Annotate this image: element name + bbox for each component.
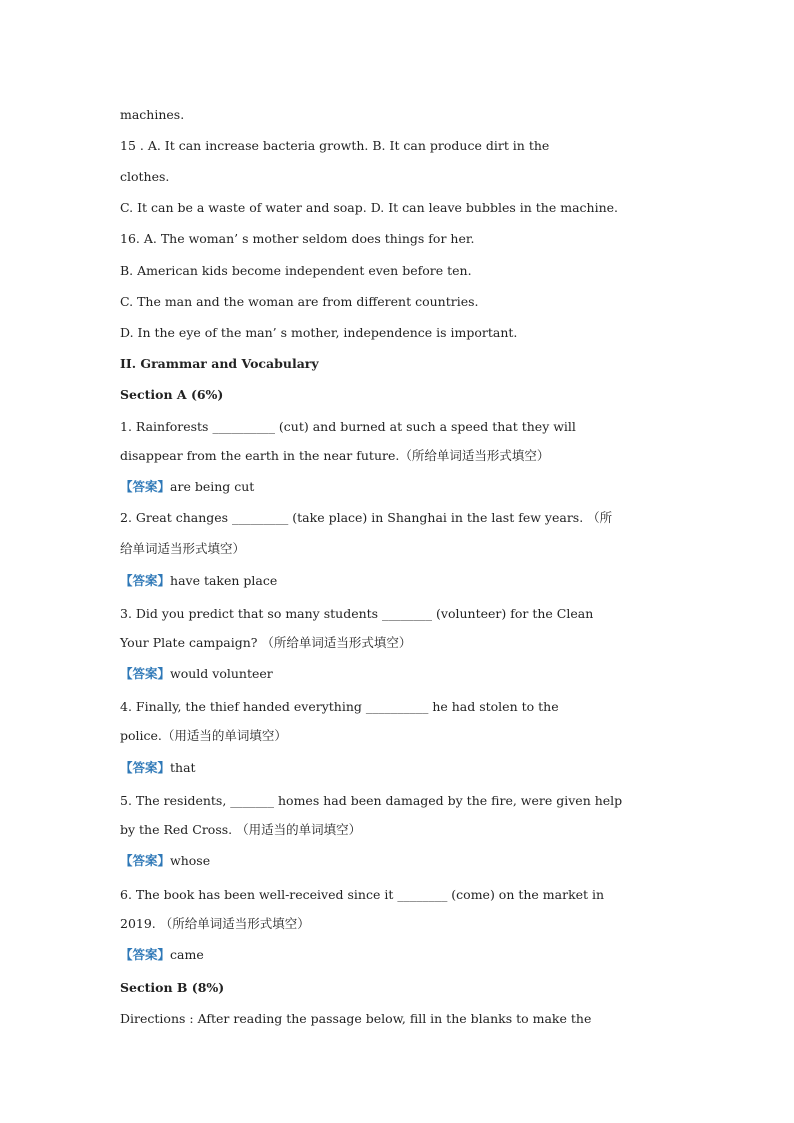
answer-tag: 【答案】 bbox=[120, 666, 171, 681]
q16-option-a: 16. A. The woman’ s mother seldom does things for her. bbox=[120, 231, 475, 246]
question-4-line2: police.（用适当的单词填空） bbox=[120, 728, 287, 743]
answer-text: have taken place bbox=[170, 573, 278, 588]
answer-text: would volunteer bbox=[170, 666, 273, 681]
q16-option-c: C. The man and the woman are from different countries. bbox=[120, 294, 479, 309]
question-2-line1: 2. Great changes _________ (take place) in Shanghai in the last few years. （所 bbox=[120, 510, 613, 525]
answer-4 bbox=[120, 760, 196, 776]
q15-options-cd: C. It can be a waste of water and soap. D. It can leave bubbles in the machine. bbox=[120, 200, 618, 215]
part-title: II. Grammar and Vocabulary bbox=[120, 356, 319, 371]
listening-text: machines. bbox=[120, 107, 185, 122]
question-6-line2: 2019. （所给单词适当形式填空） bbox=[120, 916, 310, 931]
question-1-line2: disappear from the earth in the near future.（所给单词适当形式填空） bbox=[120, 448, 550, 463]
q15-options-ab-cont: clothes. bbox=[120, 169, 170, 184]
q16-option-d: D. In the eye of the man’ s mother, independence is important. bbox=[120, 325, 518, 340]
answer-3 bbox=[120, 666, 273, 682]
section-a-title: Section A (6%) bbox=[120, 387, 224, 402]
answer-text: are being cut bbox=[170, 479, 255, 494]
question-1-line1: 1. Rainforests __________ (cut) and burned at such a speed that they will bbox=[120, 419, 576, 434]
answer-tag: 【答案】 bbox=[120, 479, 171, 494]
answer-text: that bbox=[170, 760, 196, 775]
question-2-line2: 给单词适当形式填空） bbox=[120, 541, 246, 556]
q16-option-b: B. American kids become independent even before ten. bbox=[120, 263, 472, 278]
q15-options-ab: 15 . A. It can increase bacteria growth. B. It can produce dirt in the bbox=[120, 138, 550, 153]
answer-6 bbox=[120, 947, 204, 963]
answer-text: came bbox=[170, 947, 204, 962]
question-5-line1: 5. The residents, _______ homes had been damaged by the fire, were given help bbox=[120, 793, 623, 808]
answer-tag: 【答案】 bbox=[120, 573, 171, 588]
directions-text: Directions : After reading the passage below, fill in the blanks to make the bbox=[120, 1011, 592, 1026]
question-3-line1: 3. Did you predict that so many students ________ (volunteer) for the Clean bbox=[120, 606, 594, 621]
answer-2 bbox=[120, 573, 277, 589]
answer-text: whose bbox=[170, 853, 211, 868]
question-6-line1: 6. The book has been well-received since it ________ (come) on the market in bbox=[120, 887, 605, 902]
question-3-line2: Your Plate campaign? （所给单词适当形式填空） bbox=[120, 635, 412, 650]
answer-tag: 【答案】 bbox=[120, 853, 171, 868]
answer-1 bbox=[120, 479, 254, 495]
answer-5 bbox=[120, 853, 210, 869]
answer-tag: 【答案】 bbox=[120, 947, 171, 962]
question-5-line2: by the Red Cross. （用适当的单词填空） bbox=[120, 822, 362, 837]
answer-tag: 【答案】 bbox=[120, 760, 171, 775]
section-b-title: Section B (8%) bbox=[120, 980, 225, 995]
question-4-line1: 4. Finally, the thief handed everything __________ he had stolen to the bbox=[120, 699, 559, 714]
